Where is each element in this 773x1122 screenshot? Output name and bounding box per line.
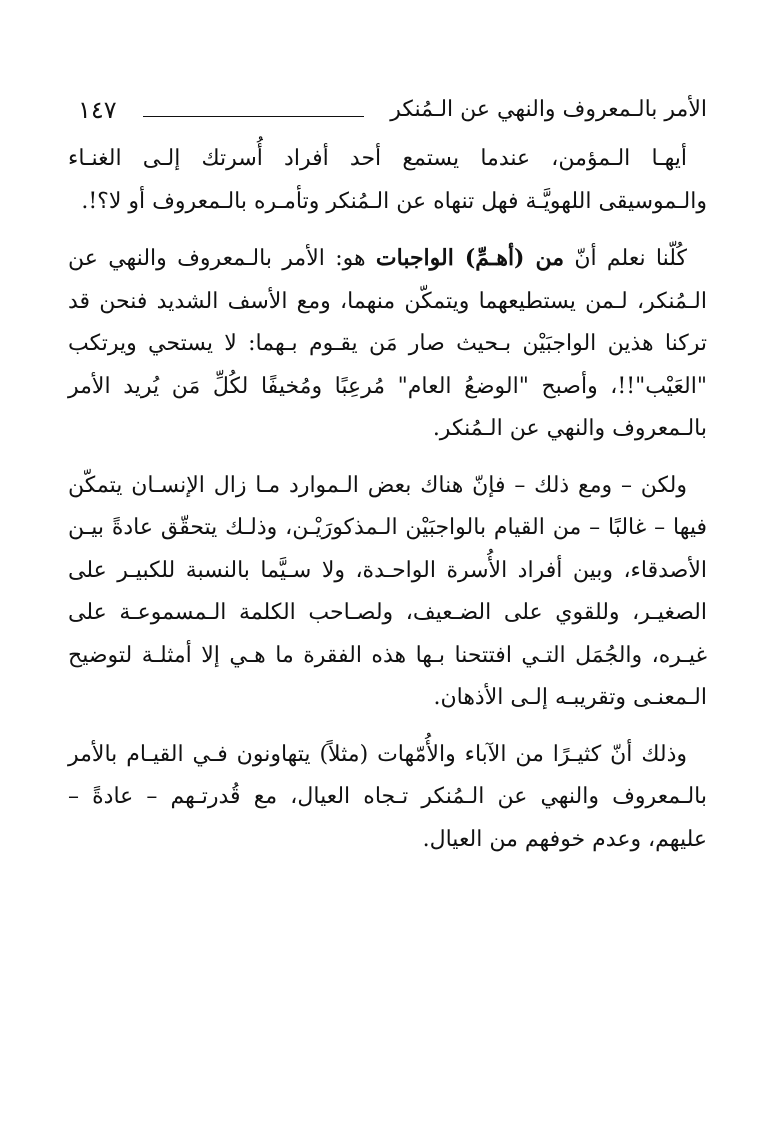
paragraph-2-rest: هو: الأمر بالـمعروف والنهي عن الـمُنكر، لـمن يستطيعهما ويتمكّن منهما، ومع الأسف الشديد فنحن قد تركنا هذين الواجبَيْن بـحيث صار مَن يقـوم بـهما: لا يستحي ويرتكب "العَيْب"!!، وأصبح "الوضعُ العام" مُرعِبًا ومُخيفًا لكُلِّ مَن يُريد الأمر بالـمعروف والنهي عن الـمُنكر. [68, 246, 707, 441]
running-title: الأمر بالـمعروف والنهي عن الـمُنكر [390, 97, 707, 122]
header-rule [143, 116, 365, 117]
paragraph-4: وذلك أنّ كثيـرًا من الآباء والأُمّهات (مثلاً) يتهاونون فـي القيـام بالأمر بالـمعروف والنهي عن الـمُنكر تـجاه العيال، مع قُدرتـهم – عادةً – عليهم، وعدم خوفهم من العيال. [68, 741, 707, 852]
page-header [78, 84, 707, 124]
paragraph-2-lead: كُلّنا نعلم أنّ [564, 246, 688, 271]
paragraph-2-bold: من (أهـمِّ) الواجبات [375, 245, 564, 271]
page-number: ١٤٧ [78, 96, 117, 124]
page-body [68, 138, 707, 873]
paragraph-3: ولكن – ومع ذلك – فإنّ هناك بعض الـموارد مـا زال الإنسـان يتمكّن فيها – غالبًا – من القيام بالواجبَيْن الـمذكورَيْـن، وذلـك يتحقّق عادةً بيـن الأصدقاء، وبين أفراد الأُسرة الواحـدة، ولا سـيَّما بالنسبة للكبيـر على الصغيـر، وللقوي على الضـعيف، ولصـاحب الكلمة الـمسموعـة على غيـره، والجُمَل التـي افتتحنا بـها هذه الفقرة ما هـي إلا أمثلـة لتوضيح الـمعنـى وتقريبـه إلـى الأذهان. [68, 472, 707, 710]
paragraph-2 [68, 237, 707, 451]
paragraph-1: أيهـا الـمؤمن، عندما يستمع أحد أفراد أُسرتك إلـى الغنـاء والـموسيقى اللهويَّـة فهل تنهاه عن الـمُنكر وتأمـره بالـمعروف أو لا؟!. [68, 146, 707, 214]
